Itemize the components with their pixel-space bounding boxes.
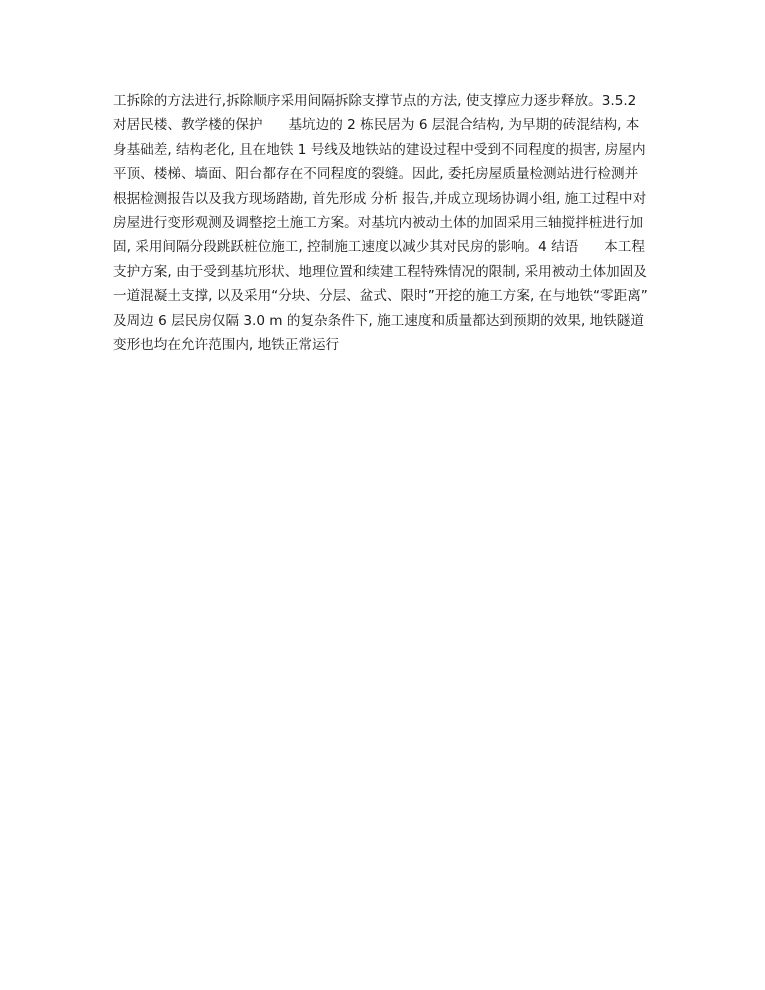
text-line: 固, 采用间隔分段跳跃桩位施工, 控制施工速度以减少其对民房的影响。4 结语 本工程 (113, 239, 645, 256)
text-line: 支护方案, 由于受到基坑形状、地理位置和续建工程特殊情况的限制, 采用被动土体加固及 (113, 263, 647, 280)
text-line: 对居民楼、教学楼的保护 基坑边的 2 栋民居为 6 层混合结构, 为早期的砖混结构, 本 (113, 117, 640, 134)
text-line: 及周边 6 层民房仅隔 3.0 m 的复杂条件下, 施工速度和质量都达到预期的效果, 地铁隧道 (113, 312, 644, 329)
text-line: 房屋进行变形观测及调整挖土施工方案。对基坑内被动土体的加固采用三轴搅拌桩进行加 (113, 214, 644, 231)
text-line: 根据检测报告以及我方现场踏勘, 首先形成 分析 报告,并成立现场协调小组, 施工过程中对 (113, 190, 647, 207)
text-line: 工拆除的方法进行,拆除顺序采用间隔拆除支撑节点的方法, 使支撑应力逐步释放。3.5.2 (113, 93, 637, 109)
body-paragraph (113, 89, 658, 357)
text-line: 变形也均在允许范围内, 地铁正常运行 (113, 336, 340, 353)
text-line: 平顶、楼梯、墙面、阳台都存在不同程度的裂缝。因此, 委托房屋质量检测站进行检测并 (113, 166, 639, 183)
text-line: 身基础差, 结构老化, 且在地铁 1 号线及地铁站的建设过程中受到不同程度的损害, 房屋内 (113, 141, 646, 158)
text-line: 一道混凝土支撑, 以及采用“分块、分层、盆式、限时”开挖的施工方案, 在与地铁“零距离” (113, 288, 648, 305)
